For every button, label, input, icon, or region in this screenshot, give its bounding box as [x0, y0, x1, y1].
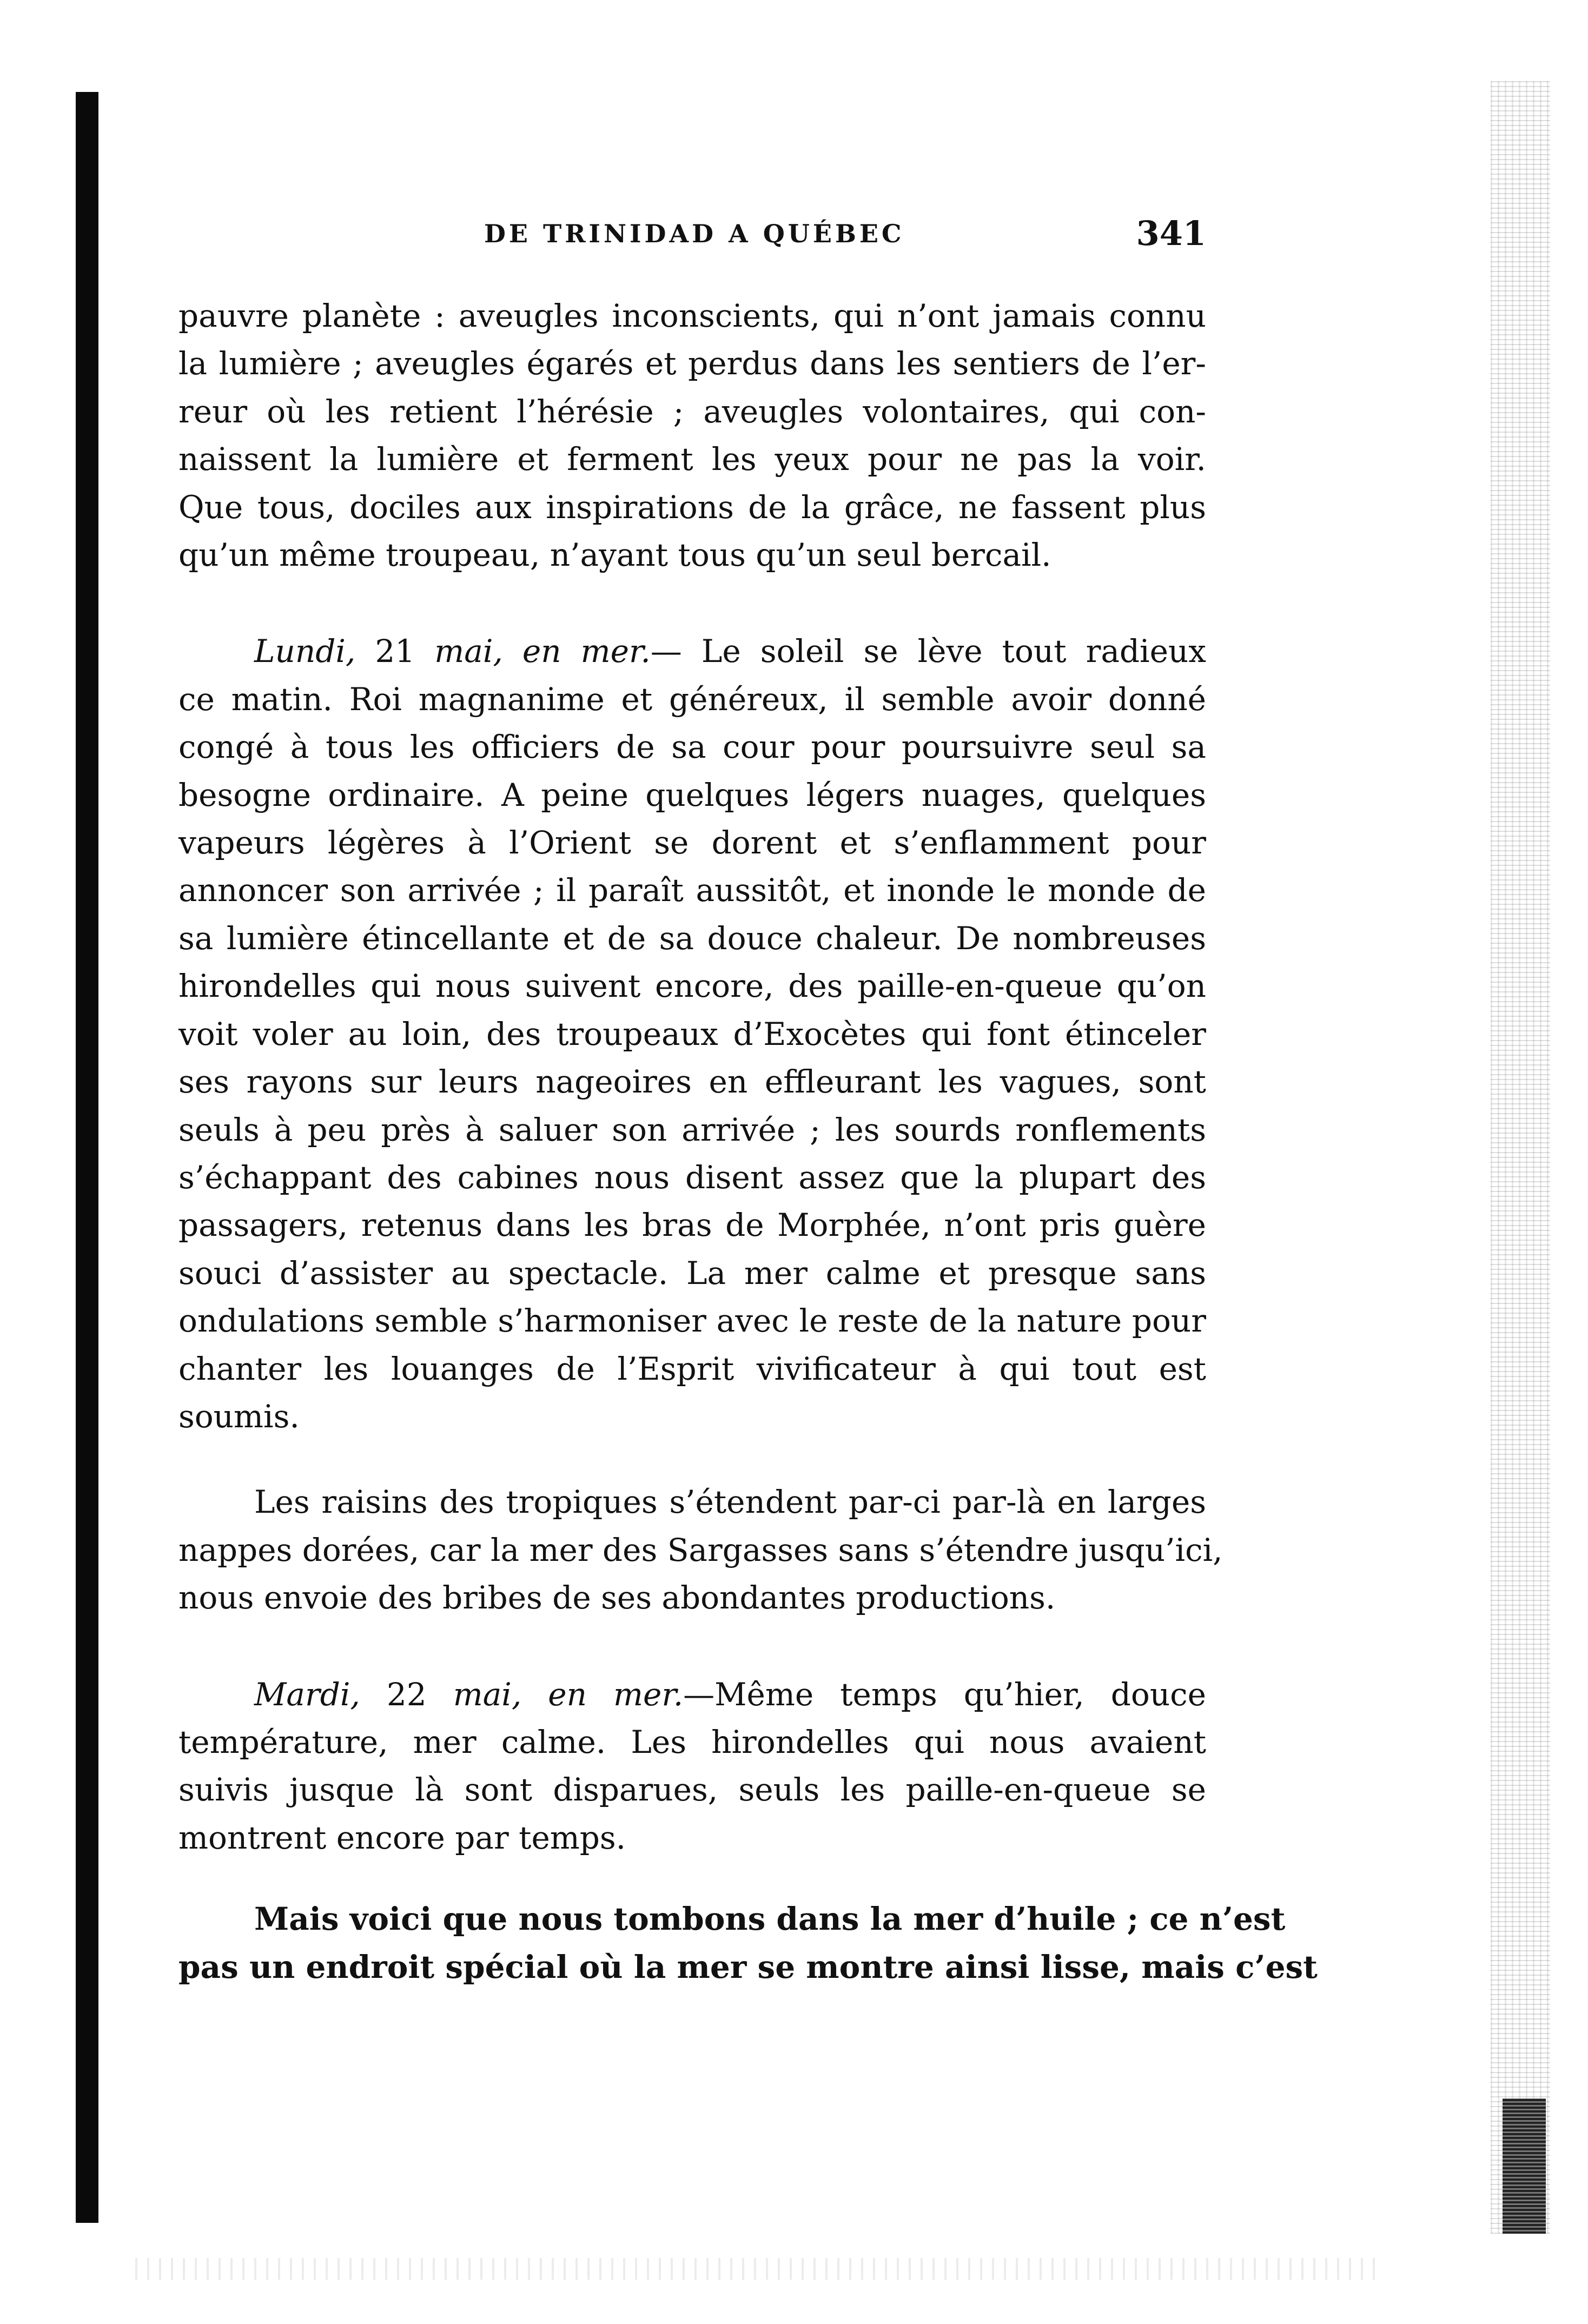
text-line: annoncer son arrivée ; il paraît aussitôt, et inonde le monde de: [178, 872, 1206, 909]
text-line: Mais voici que nous tombons dans la mer d’huile ; ce n’est: [254, 1901, 1286, 1938]
paragraph-1: [178, 292, 1206, 579]
day-label: Mardi,: [254, 1676, 360, 1713]
text-line: température, mer calme. Les hirondelles qui nous avaient: [178, 1723, 1206, 1760]
text-line: chanter les louanges de l’Esprit vivificateur à qui tout est: [178, 1350, 1206, 1387]
running-header: [178, 214, 1206, 262]
paragraph-lundi: [178, 627, 1206, 1440]
text-line: ce matin. Roi magnanime et généreux, il semble avoir donné: [178, 680, 1206, 718]
binding-strip: [76, 92, 98, 2223]
first-line-rest: — Le soleil se lève tout radieux: [650, 633, 1206, 670]
scan-edge-dark: [1503, 2098, 1546, 2234]
text-line: vapeurs légères à l’Orient se dorent et s’enflamment pour: [178, 824, 1206, 862]
running-title: DE TRINIDAD A QUÉBEC: [484, 219, 905, 248]
text-line: soumis.: [178, 1398, 300, 1435]
text-line: hirondelles qui nous suivent encore, des paille-en-queue qu’on: [178, 968, 1206, 1005]
date-place: mai, en mer.: [434, 633, 651, 670]
day-number: 22: [360, 1676, 453, 1713]
text-line: Que tous, dociles aux inspirations de la grâce, ne fassent plus: [178, 488, 1206, 526]
text-line: ses rayons sur leurs nageoires en effleurant les vagues, sont: [178, 1063, 1206, 1101]
first-line-rest: —Même temps qu’hier, douce: [683, 1676, 1206, 1713]
date-place: mai, en mer.: [453, 1676, 684, 1713]
text-line: pauvre planète : aveugles inconscients, qui n’ont jamais connu: [178, 297, 1206, 334]
text-line: suivis jusque là sont disparues, seuls les paille-en-queue se: [178, 1771, 1206, 1809]
day-number: 21: [355, 633, 435, 670]
paragraph-mer-huile: [178, 1895, 1318, 1991]
text-line: voit voler au loin, des troupeaux d’Exocètes qui font étinceler: [178, 1015, 1206, 1052]
text-line: la lumière ; aveugles égarés et perdus dans les sentiers de l’er-: [178, 345, 1206, 382]
bottom-scan-noise: [135, 2258, 1379, 2280]
text-line: sa lumière étincellante et de sa douce chaleur. De nombreuses: [178, 919, 1206, 957]
text-line: nous envoie des bribes de ses abondantes productions.: [178, 1579, 1056, 1617]
text-line: congé à tous les officiers de sa cour pour poursuivre seul sa: [178, 729, 1206, 766]
text-line: souci d’assister au spectacle. La mer calme et presque sans: [178, 1254, 1206, 1292]
text-line: reur où les retient l’hérésie ; aveugles volontaires, qui con-: [178, 393, 1206, 430]
day-label: Lundi,: [254, 633, 356, 670]
text-line: pas un endroit spécial où la mer se montre ainsi lisse, mais c’est: [178, 1948, 1318, 1985]
text-line: montrent encore par temps.: [178, 1819, 626, 1856]
text-line: naissent la lumière et ferment les yeux pour ne pas la voir.: [178, 441, 1206, 478]
text-line: besogne ordinaire. A peine quelques légers nuages, quelques: [178, 776, 1206, 813]
text-line: ondulations semble s’harmoniser avec le reste de la nature pour: [178, 1302, 1206, 1340]
text-line-dated: [178, 627, 1206, 675]
page-body: [178, 292, 1318, 1991]
text-line: s’échappant des cabines nous disent assez que la plupart des: [178, 1158, 1206, 1196]
paragraph-raisins: [178, 1478, 1223, 1621]
text-line: nappes dorées, car la mer des Sargasses sans s’étendre jusqu’ici,: [178, 1531, 1223, 1568]
text-line: qu’un même troupeau, n’ayant tous qu’un seul bercail.: [178, 537, 1051, 574]
page-number: 341: [1136, 214, 1206, 253]
text-line-dated: [178, 1671, 1206, 1718]
text-line: Les raisins des tropiques s’étendent par-ci par-là en larges: [254, 1484, 1206, 1521]
paragraph-mardi: [178, 1671, 1206, 1862]
text-line: seuls à peu près à saluer son arrivée ; les sourds ronflements: [178, 1111, 1206, 1148]
scan-edge-noise: [1491, 81, 1550, 2234]
text-line: passagers, retenus dans les bras de Morphée, n’ont pris guère: [178, 1207, 1206, 1244]
